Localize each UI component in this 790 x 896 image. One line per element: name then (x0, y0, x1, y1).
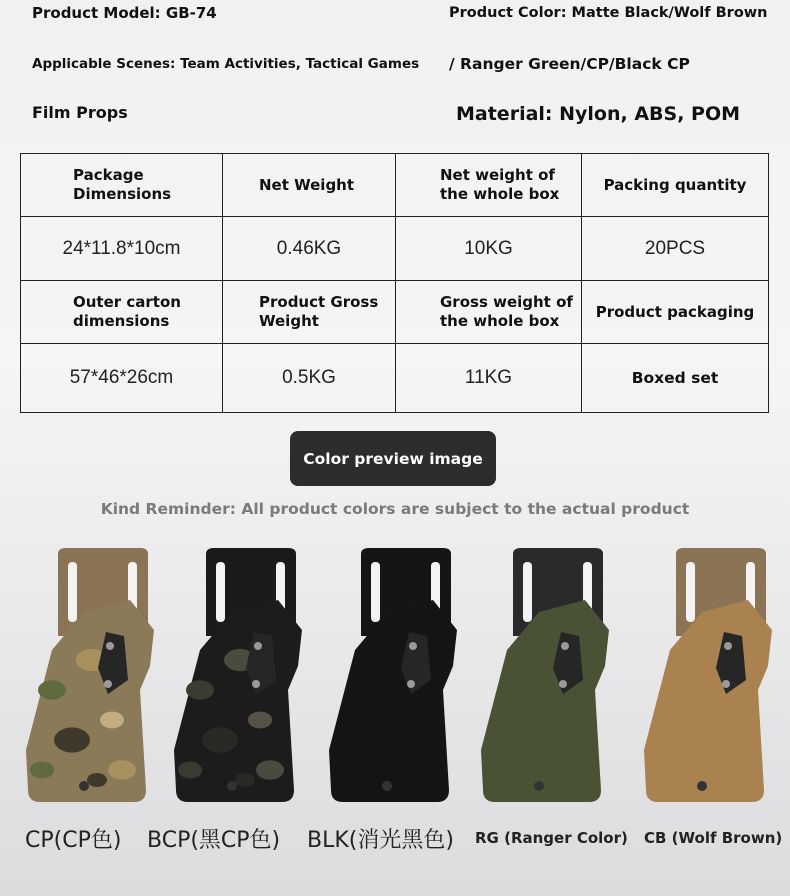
camo-patch (235, 773, 255, 787)
table-row (21, 281, 769, 344)
bottom-screw (382, 781, 392, 791)
camo-patch (100, 712, 124, 729)
value-package-dimensions: 24*11.8*10cm (21, 217, 223, 281)
header-net-weight-box: Net weight of the whole box (396, 154, 582, 217)
header-gross-weight-box: Gross weight of the whole box (396, 281, 582, 344)
variant-label-rg: RG (Ranger Color) (475, 829, 628, 847)
lever-screw (409, 642, 417, 650)
header-product-packaging: Product packaging (582, 281, 769, 344)
lever-screw (559, 680, 567, 688)
variant-label-blk: BLK(消光黑色) (307, 828, 454, 853)
value-gross-weight: 0.5KG (223, 344, 396, 413)
value-net-weight: 0.46KG (223, 217, 396, 281)
holster-body (329, 600, 457, 802)
value-gross-weight-box: 11KG (396, 344, 582, 413)
belt-slot (523, 562, 532, 622)
camo-patch (108, 760, 136, 780)
camo-patch (30, 762, 54, 779)
camo-patch (178, 762, 202, 779)
lever-screw (722, 680, 730, 688)
header-net-weight: Net Weight (223, 154, 396, 217)
material: Material: Nylon, ABS, POM (456, 103, 741, 125)
value-outer-carton: 57*46*26cm (21, 344, 223, 413)
lever-screw (104, 680, 112, 688)
product-color-line2: / Ranger Green/CP/Black CP (449, 55, 690, 73)
lever-screw (724, 642, 732, 650)
header-packing-quantity: Packing quantity (582, 154, 769, 217)
applicable-scenes: Applicable Scenes: Team Activities, Tactical Games (32, 56, 420, 72)
bottom-screw (227, 781, 237, 791)
color-preview-button[interactable]: Color preview image (290, 431, 496, 486)
value-net-weight-box: 10KG (396, 217, 582, 281)
kind-reminder: Kind Reminder: All product colors are subject to the actual product (100, 500, 690, 518)
holster-body (481, 600, 609, 802)
lever-screw (561, 642, 569, 650)
camo-patch (202, 727, 238, 752)
lever-screw (106, 642, 114, 650)
camo-patch (38, 680, 66, 700)
holster-image-cb (640, 540, 780, 810)
header-package-dimensions: Package Dimensions (21, 154, 223, 217)
holster-image-rg (477, 540, 617, 810)
bottom-screw (534, 781, 544, 791)
camo-patch (248, 712, 272, 729)
film-props: Film Props (32, 103, 128, 122)
holster-image-cp (22, 540, 162, 810)
table-row (21, 154, 769, 217)
bottom-screw (697, 781, 707, 791)
product-color-line1: Product Color: Matte Black/Wolf Brown (449, 5, 768, 21)
belt-slot (371, 562, 380, 622)
table-row (21, 217, 769, 281)
product-model: Product Model: GB-74 (32, 4, 217, 22)
holster-image-bcp (170, 540, 310, 810)
header-gross-weight: Product Gross Weight (223, 281, 396, 344)
spec-table (20, 153, 769, 413)
variant-label-cp: CP(CP色) (25, 828, 122, 853)
bottom-screw (79, 781, 89, 791)
camo-patch (87, 773, 107, 787)
belt-slot (216, 562, 225, 622)
camo-patch (186, 680, 214, 700)
camo-patch (256, 760, 284, 780)
camo-patch (54, 727, 90, 752)
holster-image-blk (325, 540, 465, 810)
table-row (21, 344, 769, 413)
belt-slot (68, 562, 77, 622)
header-outer-carton: Outer carton dimensions (21, 281, 223, 344)
lever-screw (407, 680, 415, 688)
lever-screw (252, 680, 260, 688)
value-packing-quantity: 20PCS (582, 217, 769, 281)
variant-label-cb: CB (Wolf Brown) (644, 829, 783, 847)
belt-slot (686, 562, 695, 622)
value-product-packaging: Boxed set (582, 344, 769, 413)
holster-body (644, 600, 772, 802)
lever-screw (254, 642, 262, 650)
variant-label-bcp: BCP(黑CP色) (147, 828, 281, 853)
